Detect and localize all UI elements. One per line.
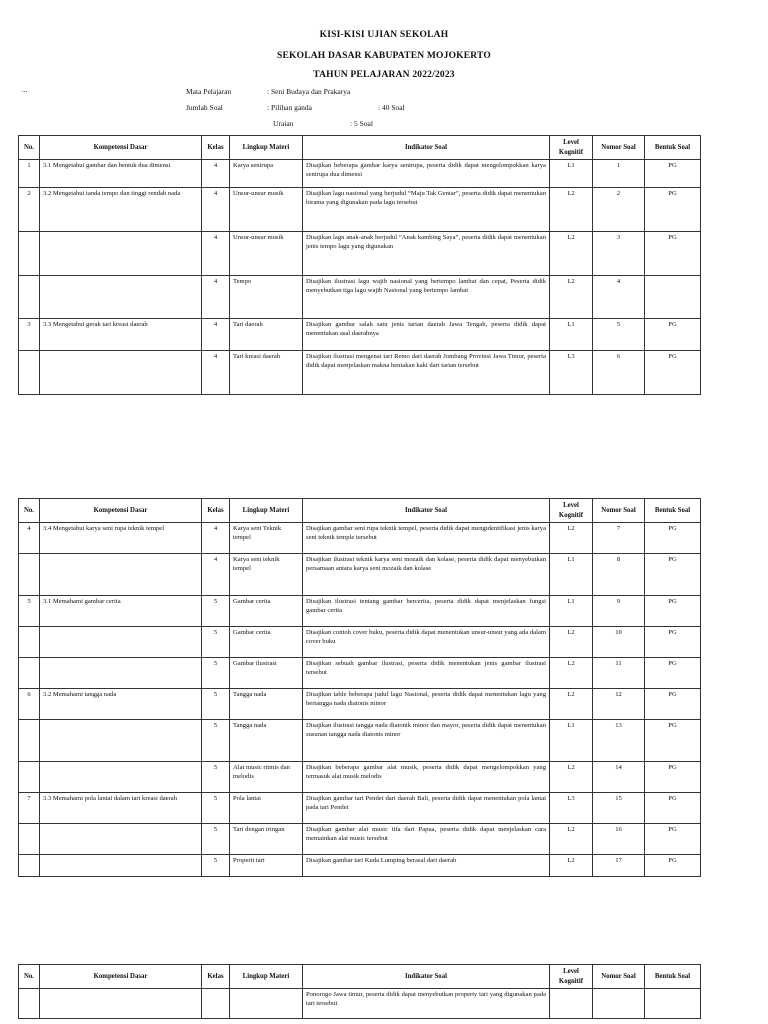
doc-title-3: TAHUN PELAJARAN 2022/2023	[313, 70, 455, 80]
kelas-cell: 4	[202, 319, 230, 351]
table-row	[19, 720, 701, 762]
bentuk-soal-cell: PG	[645, 188, 701, 232]
indikator-soal-cell: Disajikan gambar salah satu jenis tarian daerah Jawa Tengah, peserta didik dapat menentukan asal daerahnya	[303, 319, 550, 351]
column-header-nomor-soal: Nomor Soal	[593, 965, 645, 989]
row-no-cell: 5	[19, 596, 40, 627]
lingkup-materi-cell	[230, 989, 303, 1019]
row-no-cell	[19, 855, 40, 877]
bentuk-soal-cell	[645, 989, 701, 1019]
kelas-cell: 4	[202, 554, 230, 596]
bentuk-soal-cell: PG	[645, 824, 701, 855]
row-no-cell	[19, 762, 40, 793]
nomor-soal-cell	[593, 989, 645, 1019]
indikator-soal-cell: Disajikan ilustrasi mengenai tari Remo dari daerah Jombang Provinsi Jawa Timur, peserta didik dapat menjelaskan makna hentakan kaki dari tarian tersebut	[303, 351, 550, 395]
kompetensi-dasar-cell: 3.1 Memahami gambar cerita	[40, 596, 202, 627]
nomor-soal-cell: 15	[593, 793, 645, 824]
level-kognitif-cell: L2	[550, 627, 593, 658]
kisi-table-2	[18, 498, 701, 877]
indikator-soal-cell: Disajikan beberapa gambar karya senirupa, peserta didik dapat mengelompokkan karya senirupa dua dimensi	[303, 160, 550, 188]
level-kognitif-cell: L1	[550, 554, 593, 596]
column-header-bentuk-soal: Bentuk Soal	[645, 136, 701, 160]
kompetensi-dasar-cell: 3.1 Mengetahui gambar dan bentuk dua dimensi	[40, 160, 202, 188]
bentuk-soal-cell: PG	[645, 689, 701, 720]
bentuk-soal-cell: PG	[645, 658, 701, 689]
nomor-soal-cell: 8	[593, 554, 645, 596]
level-kognitif-cell: L3	[550, 351, 593, 395]
column-header-nomor-soal: Nomor Soal	[593, 136, 645, 160]
column-header-level-kognitif: Level Kognitif	[550, 136, 593, 160]
table-header-row	[19, 499, 701, 523]
kelas-cell: 5	[202, 762, 230, 793]
nomor-soal-cell: 1	[593, 160, 645, 188]
table-row	[19, 319, 701, 351]
kompetensi-dasar-cell	[40, 658, 202, 689]
kelas-cell: 5	[202, 627, 230, 658]
kelas-cell: 4	[202, 232, 230, 276]
lingkup-materi-cell: Gambar cerita	[230, 627, 303, 658]
jumlah-label: Jumlah Soal	[186, 103, 223, 112]
kisi-table-1	[18, 135, 701, 395]
bentuk-soal-cell: PG	[645, 793, 701, 824]
jumlah-count: : 40 Soal	[378, 103, 405, 112]
kompetensi-dasar-cell	[40, 276, 202, 319]
column-header-kelas: Kelas	[202, 965, 230, 989]
column-header-indikator-soal: Indikator Soal	[303, 965, 550, 989]
lingkup-materi-cell: Karya seni Teknik tempel	[230, 523, 303, 554]
table-row	[19, 658, 701, 689]
indikator-soal-cell: Disajikan beberapa gambar alat musik, peserta didik dapat mengelompokkan yang termasuk alat musik melodis	[303, 762, 550, 793]
nomor-soal-cell: 16	[593, 824, 645, 855]
row-no-cell: 1	[19, 160, 40, 188]
kompetensi-dasar-cell	[40, 351, 202, 395]
level-kognitif-cell: L1	[550, 319, 593, 351]
level-kognitif-cell: L2	[550, 855, 593, 877]
kelas-cell: 4	[202, 351, 230, 395]
level-kognitif-cell: L2	[550, 658, 593, 689]
table-row	[19, 232, 701, 276]
table-row	[19, 188, 701, 232]
level-kognitif-cell: L1	[550, 596, 593, 627]
nomor-soal-cell: 10	[593, 627, 645, 658]
nomor-soal-cell: 2	[593, 188, 645, 232]
level-kognitif-cell: L2	[550, 232, 593, 276]
indikator-soal-cell: Disajikan ilustrasi tentang gambar bercerita, peserta didik dapat menjelaskan fungsi gambar cerita	[303, 596, 550, 627]
column-header-bentuk-soal: Bentuk Soal	[645, 965, 701, 989]
lingkup-materi-cell: Karya senirupa	[230, 160, 303, 188]
level-kognitif-cell: L2	[550, 188, 593, 232]
kelas-cell: 4	[202, 523, 230, 554]
lingkup-materi-cell: Unsur-unsur musik	[230, 232, 303, 276]
bentuk-soal-cell: PG	[645, 319, 701, 351]
level-kognitif-cell: L2	[550, 523, 593, 554]
kompetensi-dasar-cell	[40, 855, 202, 877]
lingkup-materi-cell: Properti tari	[230, 855, 303, 877]
column-header-lingkup-materi: Lingkup Materi	[230, 965, 303, 989]
row-no-cell	[19, 232, 40, 276]
lingkup-materi-cell: Alat music ritmis dan melodis	[230, 762, 303, 793]
level-kognitif-cell: L1	[550, 720, 593, 762]
row-no-cell	[19, 554, 40, 596]
column-header-kelas: Kelas	[202, 499, 230, 523]
column-header-indikator-soal: Indikator Soal	[303, 136, 550, 160]
indikator-soal-cell: Disajikan ilustrasi teknik karya seni mozaik dan kolase, peserta didik dapat menyebutkan persamaan antara karya seni mozaik dan kolase	[303, 554, 550, 596]
bentuk-soal-cell: PG	[645, 523, 701, 554]
column-header-kompetensi-dasar: Kompetensi Dasar	[40, 499, 202, 523]
column-header-kelas: Kelas	[202, 136, 230, 160]
bentuk-soal-cell	[645, 276, 701, 319]
nomor-soal-cell: 9	[593, 596, 645, 627]
kompetensi-dasar-cell: 3.4 Mengetahui karya seni rupa teknik tempel	[40, 523, 202, 554]
indikator-soal-cell: Disajikan lagu nasional yang berjudul “Maju Tak Gentar”, peserta didik dapat menentukan birama yang digunakan pada lagu tersebut	[303, 188, 550, 232]
row-no-cell	[19, 276, 40, 319]
table-row	[19, 276, 701, 319]
lingkup-materi-cell: Tangga nada	[230, 720, 303, 762]
row-no-cell	[19, 989, 40, 1019]
lingkup-materi-cell: Unsur-unsur musik	[230, 188, 303, 232]
kelas-cell: 5	[202, 596, 230, 627]
bentuk-soal-cell: PG	[645, 720, 701, 762]
table-row	[19, 824, 701, 855]
lingkup-materi-cell: Tari daerah	[230, 319, 303, 351]
column-header-row-no: No.	[19, 136, 40, 160]
nomor-soal-cell: 13	[593, 720, 645, 762]
lingkup-materi-cell: Gambar ilustrasi	[230, 658, 303, 689]
row-no-cell	[19, 627, 40, 658]
kisi-table-3	[18, 964, 701, 1019]
indikator-soal-cell: Disajikan ilustrasi tangga nada diatonik minor dan mayor, peserta didik dapat menentukan susunan tangga nada diatonis minor	[303, 720, 550, 762]
indikator-soal-cell: Ponorogo Jawa timur, peserta didik dapat menyebutkan property tari yang digunakan pada tari tersebut	[303, 989, 550, 1019]
level-kognitif-cell: L2	[550, 276, 593, 319]
row-no-cell	[19, 351, 40, 395]
kelas-cell: 4	[202, 160, 230, 188]
indikator-soal-cell: Disajikan gambar tari Kuda Lumping berasal dari daerah	[303, 855, 550, 877]
nomor-soal-cell: 14	[593, 762, 645, 793]
jumlah-value: : Pilihan ganda	[267, 103, 312, 112]
table-row	[19, 596, 701, 627]
column-header-indikator-soal: Indikator Soal	[303, 499, 550, 523]
indikator-soal-cell: Disajikan sebuah gambar ilustrasi, peserta didik menentukan jenis gambar ilustrasi tersebut	[303, 658, 550, 689]
nomor-soal-cell: 17	[593, 855, 645, 877]
doc-title-2: SEKOLAH DASAR KABUPATEN MOJOKERTO	[277, 51, 491, 61]
table-row	[19, 689, 701, 720]
indikator-soal-cell: Disajikan gambar tari Pendet dari daerah Bali, peserta didik dapat menentukan pola lantai pada tari Pendet	[303, 793, 550, 824]
kelas-cell	[202, 989, 230, 1019]
nomor-soal-cell: 11	[593, 658, 645, 689]
row-no-cell: 6	[19, 689, 40, 720]
column-header-level-kognitif: Level Kognitif	[550, 499, 593, 523]
nomor-soal-cell: 12	[593, 689, 645, 720]
kompetensi-dasar-cell	[40, 554, 202, 596]
level-kognitif-cell: L2	[550, 689, 593, 720]
kompetensi-dasar-cell	[40, 232, 202, 276]
kompetensi-dasar-cell	[40, 720, 202, 762]
lingkup-materi-cell: Pola lantai	[230, 793, 303, 824]
lingkup-materi-cell: Tari dengan iringan	[230, 824, 303, 855]
ellipsis-mark: ...	[22, 86, 28, 94]
lingkup-materi-cell: Tari kreasi daerah	[230, 351, 303, 395]
kelas-cell: 5	[202, 824, 230, 855]
row-no-cell	[19, 824, 40, 855]
kompetensi-dasar-cell	[40, 627, 202, 658]
column-header-level-kognitif: Level Kognitif	[550, 965, 593, 989]
table-row	[19, 160, 701, 188]
level-kognitif-cell: L1	[550, 160, 593, 188]
kompetensi-dasar-cell: 3.2 Memahami tangga nada	[40, 689, 202, 720]
lingkup-materi-cell: Karya seni teknik tempel	[230, 554, 303, 596]
kelas-cell: 5	[202, 689, 230, 720]
nomor-soal-cell: 4	[593, 276, 645, 319]
bentuk-soal-cell: PG	[645, 596, 701, 627]
level-kognitif-cell: L2	[550, 824, 593, 855]
table-row	[19, 627, 701, 658]
kelas-cell: 5	[202, 658, 230, 689]
mapel-label: Mata Pelajaran	[186, 87, 232, 96]
indikator-soal-cell: Disajikan table beberapa judul lagu Nasional, peserta didik dapat menentukan lagu yang bertangga nada diatonis minor	[303, 689, 550, 720]
kompetensi-dasar-cell	[40, 824, 202, 855]
lingkup-materi-cell: Tempo	[230, 276, 303, 319]
row-no-cell: 3	[19, 319, 40, 351]
bentuk-soal-cell: PG	[645, 232, 701, 276]
indikator-soal-cell: Disajikan ilustrasi lagu wajib nasional yang bertempo lambat dan cepat, Peserta didik menyebutkan tiga lagu wajib Nasional yang bertempo lambat	[303, 276, 550, 319]
indikator-soal-cell: Disajikan gambar alat music tifa dari Papua, peserta didik dapat menjelaskan cara memainkan alat music tersebut	[303, 824, 550, 855]
row-no-cell	[19, 658, 40, 689]
table-row	[19, 793, 701, 824]
bentuk-soal-cell: PG	[645, 160, 701, 188]
row-no-cell: 4	[19, 523, 40, 554]
indikator-soal-cell: Disajikan lagu anak-anak berjudul “Anak kambing Saya”, peserta didik dapat menentukan jenis tempo lagu yang digunakan	[303, 232, 550, 276]
lingkup-materi-cell: Gambar cerita	[230, 596, 303, 627]
table-row	[19, 351, 701, 395]
kelas-cell: 5	[202, 720, 230, 762]
nomor-soal-cell: 7	[593, 523, 645, 554]
kompetensi-dasar-cell: 3.2 Mengetahui tanda tempo dan tinggi rendah nada	[40, 188, 202, 232]
column-header-bentuk-soal: Bentuk Soal	[645, 499, 701, 523]
indikator-soal-cell: Disajikan gambar seni rupa teknik tempel, peserta didik dapat mengidentifikasi jenis karya seni teknik temple tersebut	[303, 523, 550, 554]
kelas-cell: 5	[202, 793, 230, 824]
mapel-value: : Seni Budaya dan Prakarya	[267, 87, 351, 96]
kompetensi-dasar-cell: 3.3 Mengetahui gerak tari kreasi daerah	[40, 319, 202, 351]
uraian-label: Uraian	[273, 119, 294, 128]
table-row	[19, 523, 701, 554]
table-row	[19, 989, 701, 1019]
kompetensi-dasar-cell: 3.3 Memahami pola lantai dalam tari kreasi daerah	[40, 793, 202, 824]
nomor-soal-cell: 5	[593, 319, 645, 351]
doc-title-1: KISI-KISI UJIAN SEKOLAH	[319, 30, 449, 40]
lingkup-materi-cell: Tangga nada	[230, 689, 303, 720]
column-header-lingkup-materi: Lingkup Materi	[230, 499, 303, 523]
column-header-kompetensi-dasar: Kompetensi Dasar	[40, 136, 202, 160]
kelas-cell: 4	[202, 276, 230, 319]
level-kognitif-cell	[550, 989, 593, 1019]
table-header-row	[19, 965, 701, 989]
uraian-count: : 5 Soal	[350, 119, 373, 128]
column-header-row-no: No.	[19, 499, 40, 523]
kompetensi-dasar-cell	[40, 989, 202, 1019]
bentuk-soal-cell: PG	[645, 627, 701, 658]
nomor-soal-cell: 3	[593, 232, 645, 276]
kelas-cell: 5	[202, 855, 230, 877]
table-row	[19, 762, 701, 793]
column-header-kompetensi-dasar: Kompetensi Dasar	[40, 965, 202, 989]
column-header-row-no: No.	[19, 965, 40, 989]
column-header-lingkup-materi: Lingkup Materi	[230, 136, 303, 160]
kelas-cell: 4	[202, 188, 230, 232]
table-row	[19, 855, 701, 877]
row-no-cell: 7	[19, 793, 40, 824]
kompetensi-dasar-cell	[40, 762, 202, 793]
bentuk-soal-cell: PG	[645, 762, 701, 793]
nomor-soal-cell: 6	[593, 351, 645, 395]
row-no-cell	[19, 720, 40, 762]
level-kognitif-cell: L2	[550, 762, 593, 793]
row-no-cell: 2	[19, 188, 40, 232]
level-kognitif-cell: L3	[550, 793, 593, 824]
column-header-nomor-soal: Nomor Soal	[593, 499, 645, 523]
table-header-row	[19, 136, 701, 160]
table-row	[19, 554, 701, 596]
bentuk-soal-cell: PG	[645, 855, 701, 877]
bentuk-soal-cell: PG	[645, 554, 701, 596]
indikator-soal-cell: Disajikan contoh cover buku, peserta didik dapat menentukan unsur-unsur yang ada dalam cover buku	[303, 627, 550, 658]
bentuk-soal-cell: PG	[645, 351, 701, 395]
